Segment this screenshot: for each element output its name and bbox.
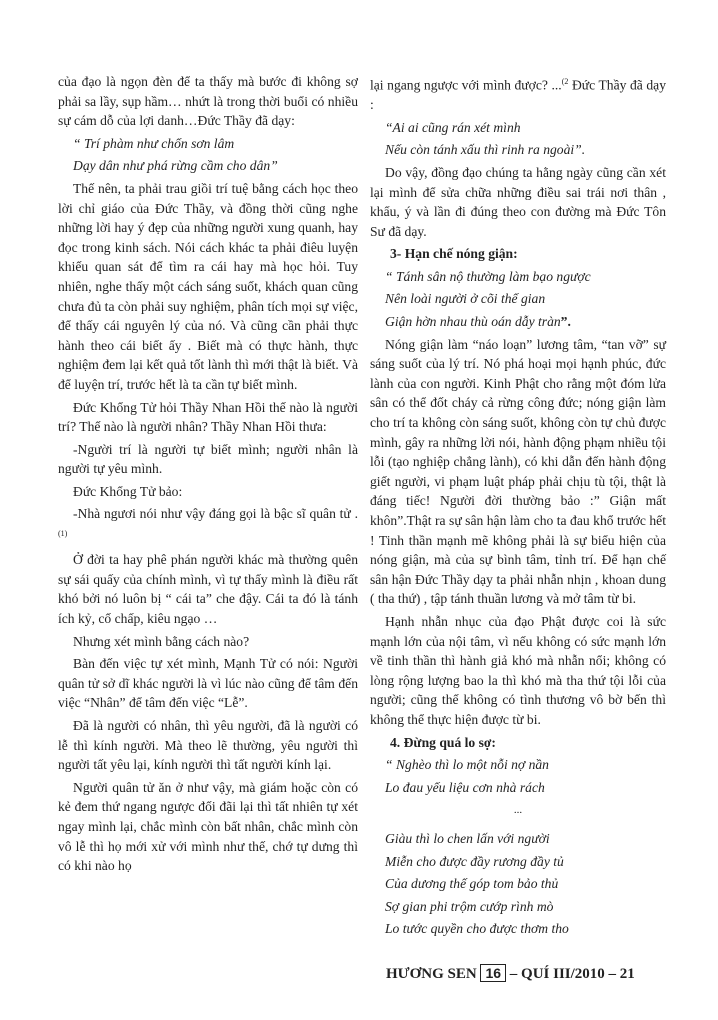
text: Giận hờn nhau thù oán dẫy tràn [385,314,561,330]
text: Do vậy, đồng đạo chúng ta hằng ngày cũng cần xét lại mình để sửa chữa những điều sai trái nơi thân , khẩu, ý và lần đi đúng theo con đường mà Đức Tôn Sư đã dạy. [370,164,666,239]
verse-line [385,897,666,917]
text: 3- Hạn chế nóng giận: [390,246,518,262]
paragraph-continued [58,72,358,131]
verse-line [385,852,666,872]
ellipsis-separator [370,801,666,821]
paragraph [58,550,358,628]
right-column [370,72,666,942]
paragraph [58,632,358,652]
verse-line [73,134,358,154]
text: -Người trí là người tự biết mình; người nhân là người tự yêu mình. [58,441,358,477]
verse-line [385,829,666,849]
text: Người quân tử ăn ở như vậy, mà giám hoặc còn có kẻ đem thứ ngang ngược đối đãi lại thì tất nhiên tự xét ngay mình lại, chắc mình còn bất nhân, chắc mình còn vô lễ thì họ mới xử với mình như thế, chớ tự dưng thì có khi nào họ [58,779,358,874]
paragraph [58,440,358,479]
text: Dạy dân như phá rừng cầm cho dân” [73,158,278,174]
quarter-and-page: – QUÍ III/2010 – 21 [509,966,635,982]
verse-line [73,156,358,176]
text: Đã là người có nhân, thì yêu người, đã là người có lễ thì kính người. Mà theo lẽ thường, yêu người thì người tất yêu lại, kính người thì tất người kính lại. [58,717,358,773]
verse-line [385,919,666,939]
text: Hạnh nhẫn nhục của đạo Phật được coi là sức mạnh lớn của nội tâm, vì nếu không có sức mạnh lớn về tinh thần thì hành giả khó mà nhẫn nổi; không có lòng rộng lượng bao la thì khó mà tha thứ tội lỗi của người; cũng thế không có tình thương vô bờ bến thì không thể thực hiện được từ bi. [370,613,666,727]
text: -Nhà ngươi nói như vậy đáng gọi là bậc sĩ quân tử . [73,506,358,522]
verse-line [385,140,666,160]
text: “ Tánh sân nộ thường làm bạo ngược [385,268,591,284]
text: Nóng giận làm “náo loạn” lương tâm, “tan vỡ” sự sáng suốt của lý trí. Nó phá hoại mọi hạnh phúc, đức lành của con người. Kinh Phật cho rằng một đóm lửa sân có thể đốt cháy cả rừng công đức; nóng giận làm cho trí ta không còn sáng suốt, không còn tự chủ được mình, gây ra những lời nói, hành động phạm nhiều tội lỗi (tạo nghiệp chẳng lành), có khi dẫn đến hành động giết người, vi phạm luật pháp phải chịu tù tội, thật là đáng tiếc! Người đời thường bảo :” Giận mất khôn”.Thật ra sự sân hận làm cho ta đau khổ trước hết ! Tinh thần mạnh mẽ không phải là sự biểu hiện của nóng giận, mà của sự bình tâm, tỉnh trí. Để hạn chế sân hận Đức Thầy dạy ta phải nhẫn nhịn , khoan dung ( tha thứ) , tập tánh thuần lương và mở tâm từ bi. [370,336,666,607]
text: Đức Khổng Tử bảo: [73,483,183,499]
text: Nếu còn tánh xấu thì rinh ra ngoài”. [385,142,586,158]
paragraph-continued [370,72,666,115]
paragraph [370,612,666,730]
text: của đạo là ngọn đèn để ta thấy mà bước đi không sợ phải sa lầy, sụp hầm… nhứt là trong thời buổi có nhiều sự cám dỗ của lợi danh…Đức Thầy đã dạy: [58,74,358,129]
text: Đức Khổng Tử hỏi Thầy Nhan Hồi thế nào là người trí? Thế nào là người nhân? Thầy Nhan Hồi thưa: [58,399,358,435]
paragraph [58,504,358,547]
text: 4. Đừng quá lo sợ: [390,734,496,750]
footnote-marker: (1) [58,529,68,539]
verse-line [385,778,666,798]
text: “ Nghèo thì lo một nỗi nợ nần [385,757,549,773]
text: Thế nên, ta phải trau giồi trí tuệ bằng cách học theo lời chỉ giáo của Đức Thầy, và đồng thời cũng nghe những lời hay ý đẹp của những người xung quanh, hay đọc trong kinh sách. Nói cách khác ta phải điêu luyện khiếu quan sát để tìm ra cái hay mà học hỏi. Tuy nhiên, nghe thấy một cách sáng suốt, khách quan cũng chưa đủ ta còn phải suy nghiệm, phân tích mọi sự việc, để thấy cái nguyên lý của nó. Và cũng cần phải thực hành theo cái biết ấy . Biết mà có thực hành, thực nghiệm đem lại kết quả tốt lành thì mới thật là biết. Và để luyện trí, trước hết là ta cần tự biết mình. [58,180,358,392]
text: “Ai ai cũng rán xét mình [385,119,521,135]
left-column [58,72,358,879]
issue-number-box: 16 [480,964,506,982]
text: “ Trí phàm như chốn sơn lâm [73,135,235,151]
text-continuation: ”. [560,314,571,330]
section-heading [390,244,666,264]
verse-line [385,289,666,309]
page-footer [386,964,676,983]
text: Lo đau yếu liệu cơn nhà rách [385,779,545,795]
footnote-marker: (2 [561,77,569,86]
paragraph [58,398,358,437]
text: Lo tước quyền cho được thơm tho [385,921,569,937]
text-continuation: Đức Thầy đã dạy : [370,77,666,113]
verse-line [385,755,666,775]
paragraph [370,163,666,241]
text: Nhưng xét mình bằng cách nào? [73,633,250,649]
text: Bàn đến việc tự xét mình, Mạnh Tử có nói: Người quân tử sở dĩ khác người là vì lúc nào cũng để tâm đến việc “Nhân” để tâm đến việc “Lễ”. [58,656,358,711]
text: lại ngang ngược với mình được? ... [370,77,562,93]
paragraph [58,482,358,502]
paragraph [58,179,358,395]
text: ... [513,804,523,817]
text: Miễn cho được đầy rương đầy tủ [385,853,564,869]
text: Của dương thế góp tom bảo thủ [385,876,559,892]
text: Giàu thì lo chen lấn với người [385,830,550,846]
paragraph [58,654,358,713]
verse-line [385,267,666,287]
text: Ở đời ta hay phê phán người khác mà thường quên sự sái quấy của chính mình, vì tự thấy mình là điều rất khó bởi nó luôn bị “ cái ta” che đậy. Cái ta đó là tánh ích kỷ, cố chấp, kiêu ngạo … [58,552,358,626]
text: Sợ gian phi trộm cướp rình mò [385,898,554,914]
paragraph [58,778,358,876]
section-heading [390,733,666,753]
paragraph [58,716,358,775]
verse-line [385,118,666,138]
verse-line [385,312,666,332]
text: Nên loài người ở cõi thế gian [385,291,546,307]
paragraph [370,335,666,609]
magazine-name: HƯƠNG SEN [386,966,477,982]
verse-line [385,874,666,894]
